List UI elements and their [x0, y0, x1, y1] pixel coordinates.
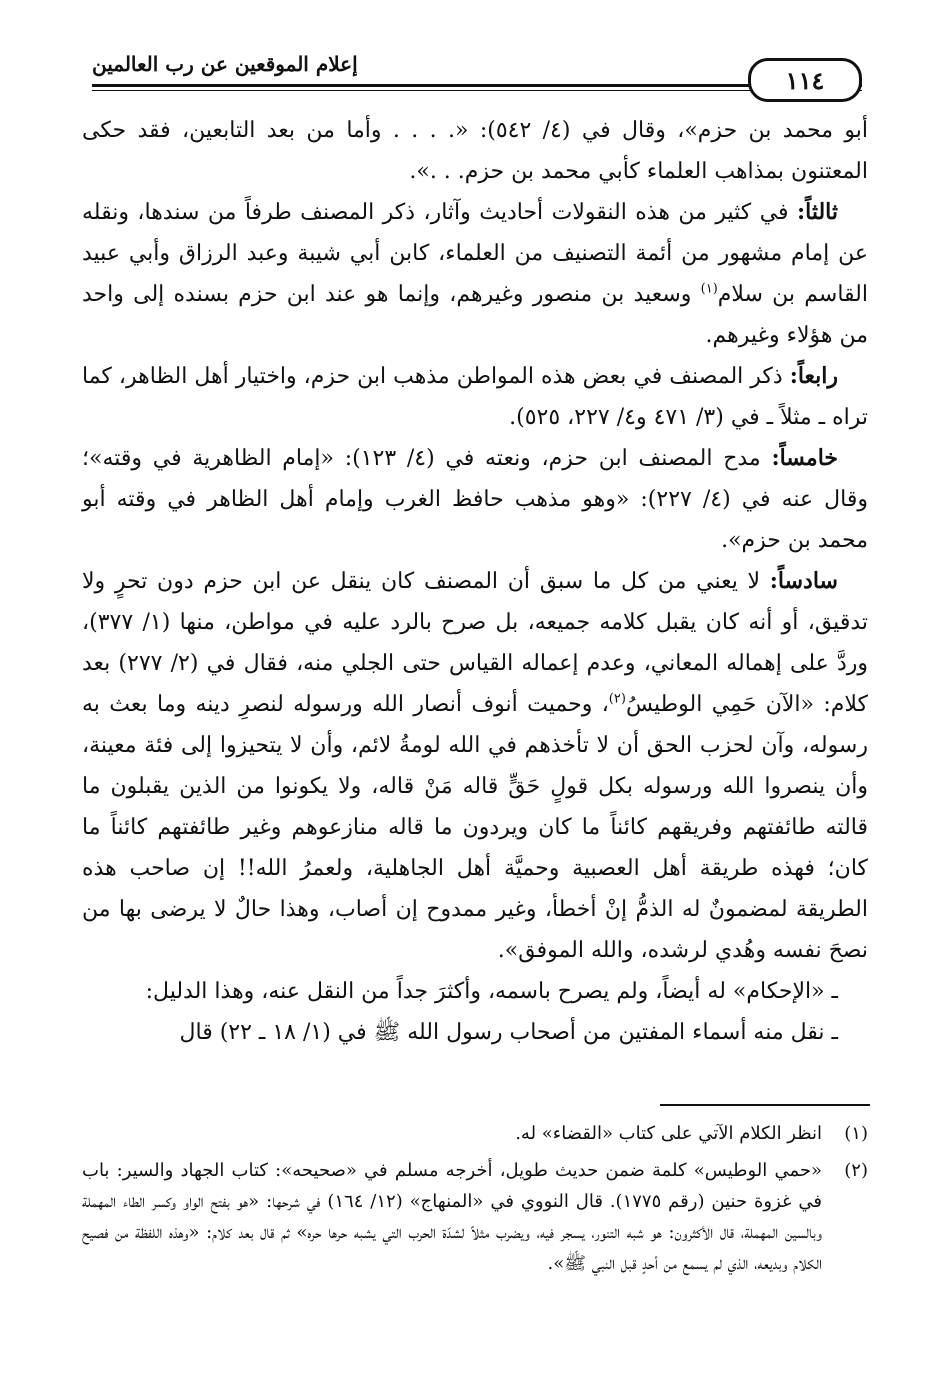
paragraph-text: ـ «الإحكام» له أيضاً، ولم يصرح باسمه، وأكثرَ جداً من النقل عنه، وهذا الدليل: — [145, 979, 838, 1004]
paragraph — [82, 110, 868, 192]
footnote-text: انظر الكلام الآتي على كتاب «القضاء» له. — [515, 1123, 822, 1144]
footnote-ref[interactable]: (١) — [700, 281, 718, 297]
page-number-badge — [748, 58, 862, 102]
book-title: إعلام الموقعين عن رب العالمين — [92, 52, 358, 76]
paragraph-text: مدح المصنف ابن حزم، ونعته في (٤/ ١٢٣): «إمام الظاهرية في وقته»؛ وقال عنه في (٤/ ٢٢٧): «وهو مذهب حافظ الغرب وإمام أهل الظاهر في وقته أبو محمد بن حزم». — [82, 446, 868, 553]
paragraph-lead: ثالثاً: — [797, 199, 838, 225]
paragraph-text: في كثير من هذه النقولات أحاديث وآثار، ذكر المصنف طرفاً من سندها، ونقله عن إمام مشهور من أئمة التصنيف من العلماء، كابن أبي شيبة وعبد الرزاق وأبي عبيد القاسم بن سلام — [82, 200, 868, 307]
main-text — [82, 110, 868, 1053]
paragraph-lead: رابعاً: — [789, 363, 838, 389]
paragraph — [82, 356, 868, 438]
footnote-number: (٢) — [844, 1160, 868, 1181]
paragraph — [82, 1012, 868, 1053]
paragraph-text-cont: وسعيد بن منصور وغيرهم، وإنما هو عند ابن حزم بسنده إلى واحد من هؤلاء وغيرهم. — [82, 282, 868, 348]
paragraph-text: ذكر المصنف في بعض هذه المواطن مذهب ابن حزم، واختيار أهل الظاهر، كما تراه ـ مثلاً ـ في (٣/ ٤٧١ و٤/ ٢٢٧، ٥٢٥). — [82, 364, 868, 430]
paragraph — [82, 561, 868, 971]
footnote-text: «حمي الوطيس» كلمة ضمن حديث طويل، أخرجه مسلم في «صحيحه»: كتاب الجهاد والسير: باب في غزوة حنين (رقم ١٧٧٥). قال النووي في «المنهاج» (١٢/ ١٦٤) في شرحها: «هو بفتح الواو وكسر الطاء المهملة وبالسين المهملة، قال الأكثرون: هو شبه التنور، يسجر فيه، ويضرب مثلاً لشدّة الحرب التي يشبه حرها حره» ثم قال بعد كلام: «وهذه اللفظة من فصيح الكلام وبديعه، الذي لم يسمع من أحدٍ قبل النبي ﷺ». — [82, 1160, 822, 1274]
running-header — [92, 48, 862, 94]
paragraph-text: لا يعني من كل ما سبق أن المصنف كان ينقل عن ابن حزم دون تحرٍ ولا تدقيق، أو أنه كان يقبل كلامه جميعه، بل صرح بالرد عليه في مواطن، منها (١/ ٣٧٧)، وردَّ على إهماله المعاني، وعدم إعماله القياس حتى الجلي منه، فقال في (٢/ ٢٧٧) بعد كلام: «الآن حَمِي الوطيسُ — [82, 569, 869, 717]
paragraph — [82, 192, 868, 356]
footnote-number: (١) — [844, 1123, 868, 1144]
footnote — [82, 1118, 868, 1149]
paragraph-text: ـ نقل منه أسماء المفتين من أصحاب رسول الله ﷺ في (١/ ١٨ ـ ٢٢) قال — [179, 1020, 838, 1045]
footnote-ref[interactable]: (٢) — [608, 691, 626, 707]
footnote — [82, 1155, 868, 1279]
footnote-separator — [660, 1104, 870, 1106]
header-rule-thin — [92, 90, 862, 91]
paragraph — [82, 438, 868, 561]
paragraph-text-cont: ، وحميت أنوف أنصار الله ورسوله لنصرِ دينه وما بعث به رسوله، وآن لحزب الحق أن لا تأخذهم في الله لومةُ لائم، وأن لا يتحيزوا إلى فئة معينة، وأن ينصروا الله ورسوله بكل قولٍ حَقٍّ قاله مَنْ قاله، ولا يكونوا من الذين يقبلون ما قالته طائفتهم وفريقهم كائناً ما كان ويردون ما قاله منازعوهم وغير طائفتهم كائناً ما كان؛ فهذه طريقة أهل العصبية وحميَّة أهل الجاهلية، ولعمرُ الله!! إن صاحب هذه الطريقة لمضمونٌ له الذمُّ إنْ أخطأ، وغير ممدوح إن أصاب، وهذا حالٌ لا يرضى بها من نصحَ نفسه وهُدي لرشده، والله الموفق». — [82, 692, 868, 963]
header-rule-thick — [92, 84, 862, 87]
footnotes — [82, 1118, 868, 1285]
paragraph-lead: خامساً: — [771, 445, 838, 471]
page-number: ١١٤ — [785, 65, 825, 95]
paragraph-lead: سادساً: — [769, 568, 838, 594]
paragraph-text: أبو محمد بن حزم»، وقال في (٤/ ٥٤٢): «. . . . وأما من بعد التابعين، فقد حكى المعتنون بمذاهب العلماء كأبي محمد بن حزم. . .». — [82, 118, 868, 184]
paragraph — [82, 971, 868, 1012]
